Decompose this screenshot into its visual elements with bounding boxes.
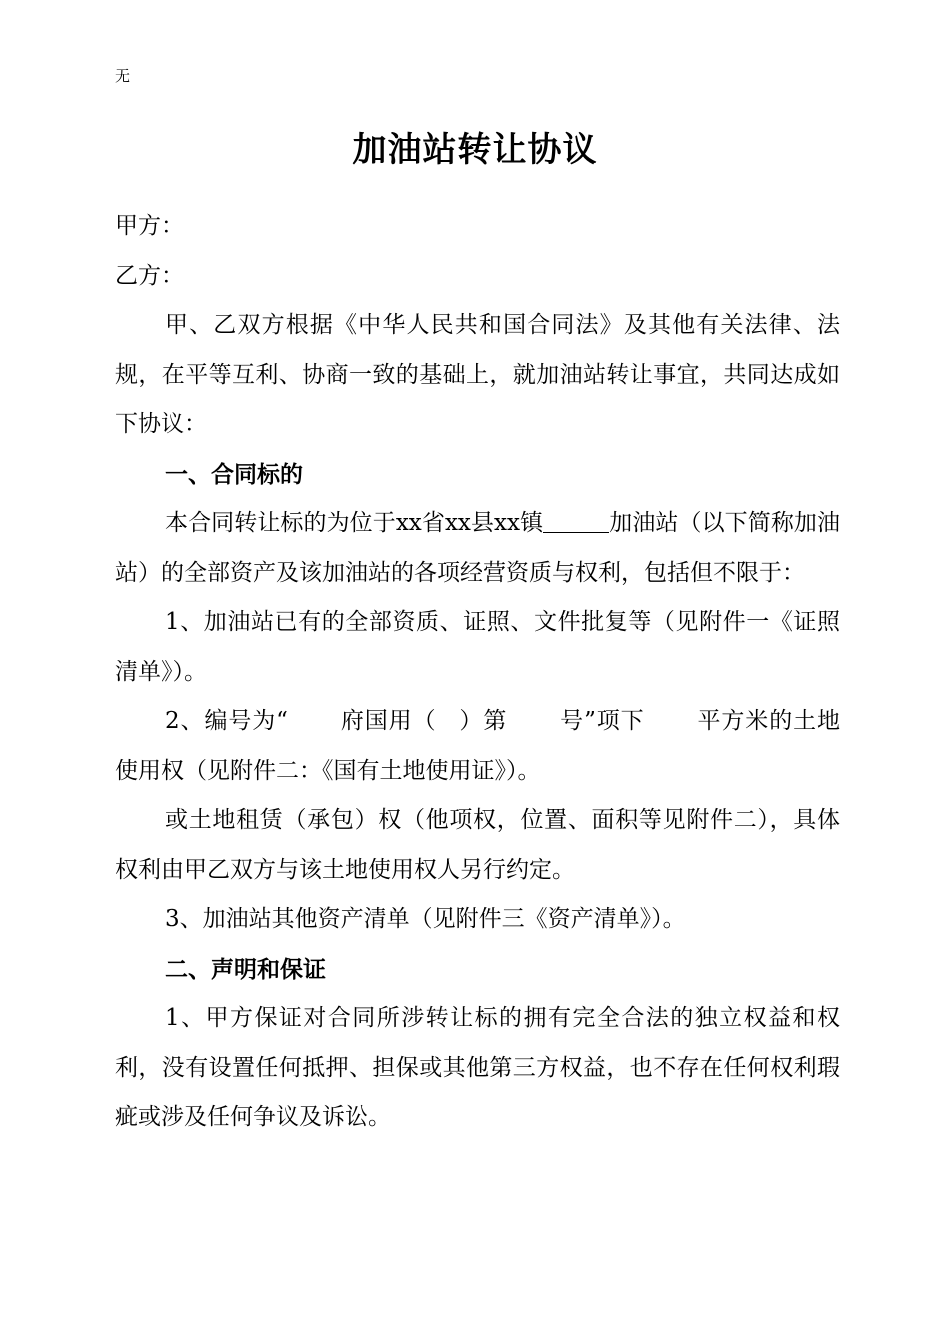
item-2-part-1: 2、编号为“ [165,708,288,734]
party-b-line: 乙方： [115,262,184,289]
item-2-part-5: 平方米的土地使用权（见附件二：《国有土地使用证》）。 [115,708,841,784]
section-1-heading: 一、合同标的 [165,460,303,488]
section-2-heading: 二、声明和保证 [165,955,326,983]
section-1-item-2 [115,697,840,796]
section-1-item-3: 3、加油站其他资产清单（见附件三《资产清单》）。 [165,906,686,932]
station-name-blank [543,509,609,533]
document-body [115,202,840,1143]
section-1-item-2-alt: 或土地租赁（承包）权（他项权，位置、面积等见附件二），具体权利由甲乙双方与该土地使用权人另行约定。 [115,807,840,883]
item-2-part-2: 府国用（ [339,708,437,734]
section-1-intro-rest: 加油站（以下简称加油站）的全部资产及该加油站的各项经营资质与权利，包括但不限于： [115,510,841,586]
section-1-intro [115,499,840,598]
item-2-part-4: 号”项下 [559,708,645,734]
document-title: 加油站转让协议 [352,130,598,170]
section-1-item-1: 1、加油站已有的全部资质、证照、文件批复等（见附件一《证照清单》）。 [115,609,840,685]
party-a-line: 甲方： [115,213,184,239]
header-mark: 无 [115,67,131,85]
item-2-part-3: ）第 [458,708,508,734]
preamble-paragraph: 甲、乙双方根据《中华人民共和国合同法》及其他有关法律、法规，在平等互利、协商一致的基础上，就加油站转让事宜，共同达成如下协议： [115,312,840,437]
section-1-intro-text: 本合同转让标的为位于xx省xx县xx镇 [165,510,544,536]
section-2-item-1: 1、甲方保证对合同所涉转让标的拥有完全合法的独立权益和权利，没有设置任何抵押、担保或其他第三方权益，也不存在任何权利瑕疵或涉及任何争议及诉讼。 [115,1005,840,1130]
